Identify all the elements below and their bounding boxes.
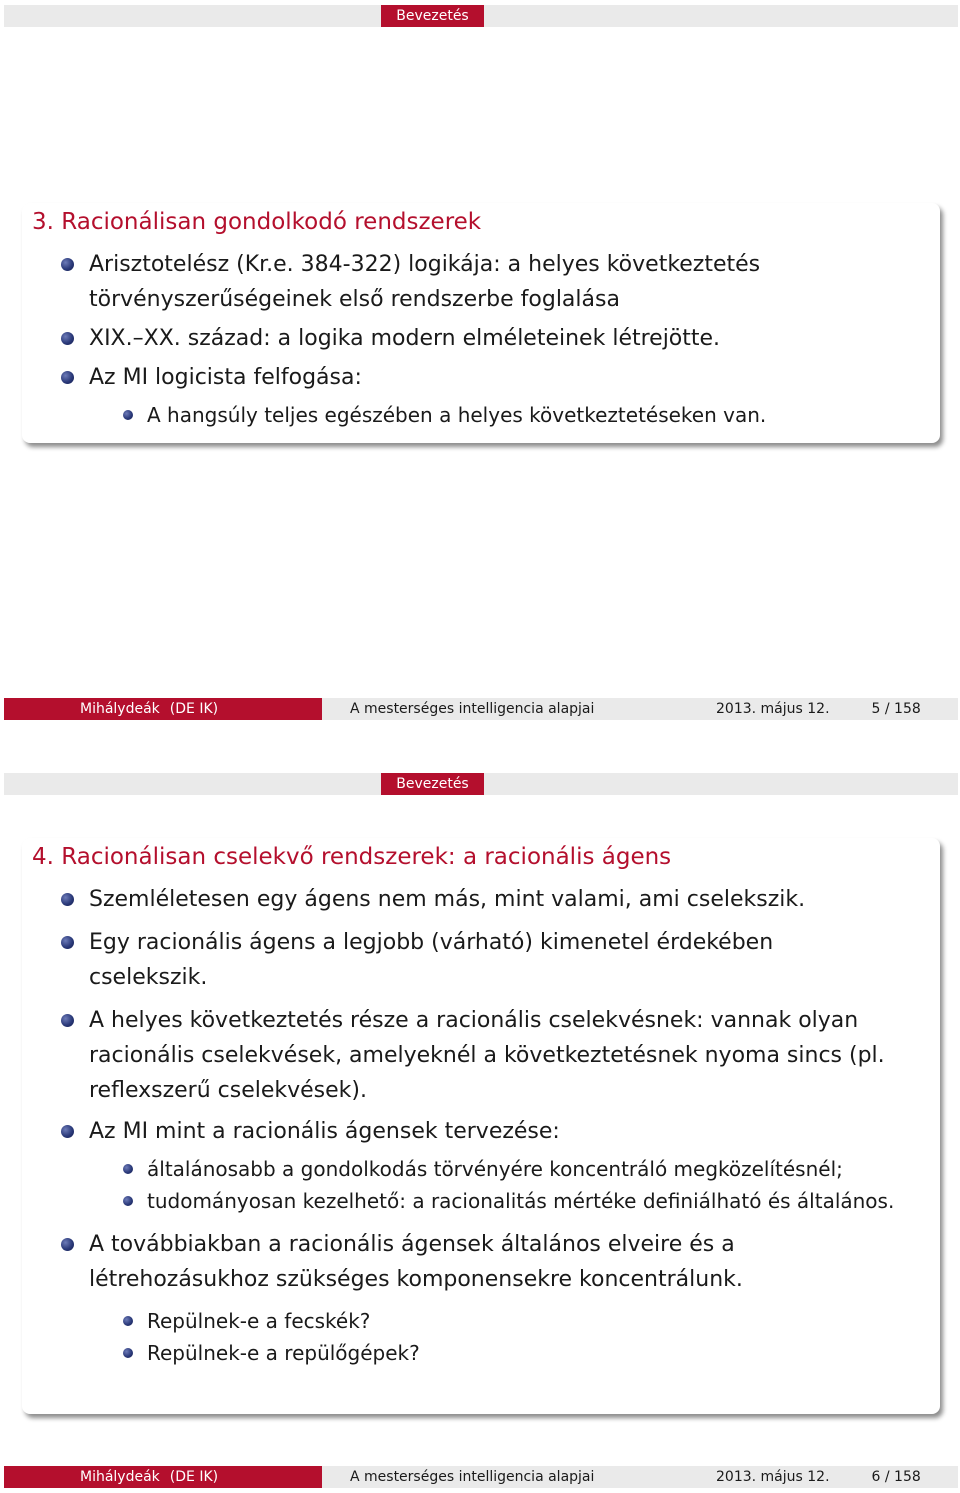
sub-list-item <box>22 1305 820 1337</box>
block-title: 4. Racionálisan cselekvő rendszerek: a racionális ágens <box>32 844 672 870</box>
sub-list-item <box>22 1337 820 1369</box>
footer-page-number: 5 / 158 <box>871 701 921 717</box>
footer-title: A mesterséges intelligencia alapjai <box>350 701 595 717</box>
list-item <box>22 321 940 356</box>
nav-bar <box>4 5 958 27</box>
list-item <box>22 882 940 917</box>
sub-list-item-text: A hangsúly teljes egészében a helyes következtetéseken van. <box>147 403 767 427</box>
sub-list-item <box>22 399 940 431</box>
footer-author: Mihálydeák <box>80 701 160 717</box>
list-item-text: Az MI mint a racionális ágensek tervezése: <box>89 1119 560 1144</box>
bullet-icon <box>61 332 74 345</box>
bullet-icon <box>61 1238 74 1251</box>
footer-date: 2013. május 12. <box>716 1469 830 1485</box>
list-item-text: Szemléletesen egy ágens nem más, mint valami, ami cselekszik. <box>89 887 806 912</box>
sub-list-item-text: általánosabb a gondolkodás törvényére koncentráló megközelítésnél; <box>147 1157 843 1181</box>
list-item <box>22 925 940 995</box>
list-item <box>22 247 940 317</box>
sub-bullet-list <box>22 1305 820 1369</box>
sub-bullet-list <box>22 1153 940 1217</box>
nav-bar <box>4 773 958 795</box>
bullet-icon <box>61 371 74 384</box>
footer-title: A mesterséges intelligencia alapjai <box>350 1469 595 1485</box>
footer <box>4 698 958 720</box>
list-item-text: A továbbiakban a racionális ágensek általános elveire és a létrehozásukhoz szükséges komponensekre koncentrálunk. <box>89 1232 743 1292</box>
footer-institution: (DE IK) <box>169 701 219 717</box>
bullet-icon <box>123 1316 133 1326</box>
footer-author: Mihálydeák <box>80 1469 160 1485</box>
block-title: 3. Racionálisan gondolkodó rendszerek <box>32 209 482 235</box>
list-item-text: Egy racionális ágens a legjobb (várható) kimenetel érdekében cselekszik. <box>89 930 774 990</box>
content-block <box>22 838 940 1414</box>
bullet-icon <box>123 1164 133 1174</box>
bullet-list <box>22 247 940 395</box>
footer-institution: (DE IK) <box>169 1469 219 1485</box>
slide-5 <box>0 0 960 730</box>
sub-list-item <box>22 1153 910 1185</box>
sub-list-item-text: tudományosan kezelhető: a racionalitás mértéke definiálható és általános. <box>147 1189 895 1213</box>
list-item-text: A helyes következtetés része a racionális cselekvésnek: vannak olyan racionális cselekvések, amelyeknél a következtetésnek nyoma sincs (pl. reflexszerű cselekvések). <box>89 1008 885 1103</box>
list-item-text: XIX.–XX. század: a logika modern elméleteinek létrejötte. <box>89 326 721 351</box>
footer <box>4 1466 958 1488</box>
bullet-icon <box>123 410 133 420</box>
nav-section-tab[interactable]: Bevezetés <box>381 773 484 795</box>
bullet-icon <box>61 1125 74 1138</box>
bullet-icon <box>123 1196 133 1206</box>
bullet-icon <box>123 1348 133 1358</box>
bullet-icon <box>61 258 74 271</box>
bullet-list <box>22 882 940 1369</box>
sub-bullet-list <box>22 399 940 431</box>
sub-list-item-text: Repülnek-e a fecskék? <box>147 1309 371 1333</box>
bullet-icon <box>61 936 74 949</box>
footer-date: 2013. május 12. <box>716 701 830 717</box>
list-item <box>22 360 940 395</box>
bullet-icon <box>61 1014 74 1027</box>
content-block <box>22 203 940 443</box>
sub-list-item <box>22 1185 910 1217</box>
bullet-icon <box>61 893 74 906</box>
list-item <box>22 1227 940 1369</box>
list-item <box>22 1003 940 1108</box>
list-item <box>22 1114 940 1217</box>
slide-6 <box>0 768 960 1493</box>
footer-page-number: 6 / 158 <box>871 1469 921 1485</box>
sub-list-item-text: Repülnek-e a repülőgépek? <box>147 1341 420 1365</box>
nav-section-tab[interactable]: Bevezetés <box>381 5 484 27</box>
list-item-text: Az MI logicista felfogása: <box>89 365 362 390</box>
list-item-text: Arisztotelész (Kr.e. 384-322) logikája: a helyes következtetés törvényszerűségeinek első rendszerbe foglalása <box>89 252 761 312</box>
